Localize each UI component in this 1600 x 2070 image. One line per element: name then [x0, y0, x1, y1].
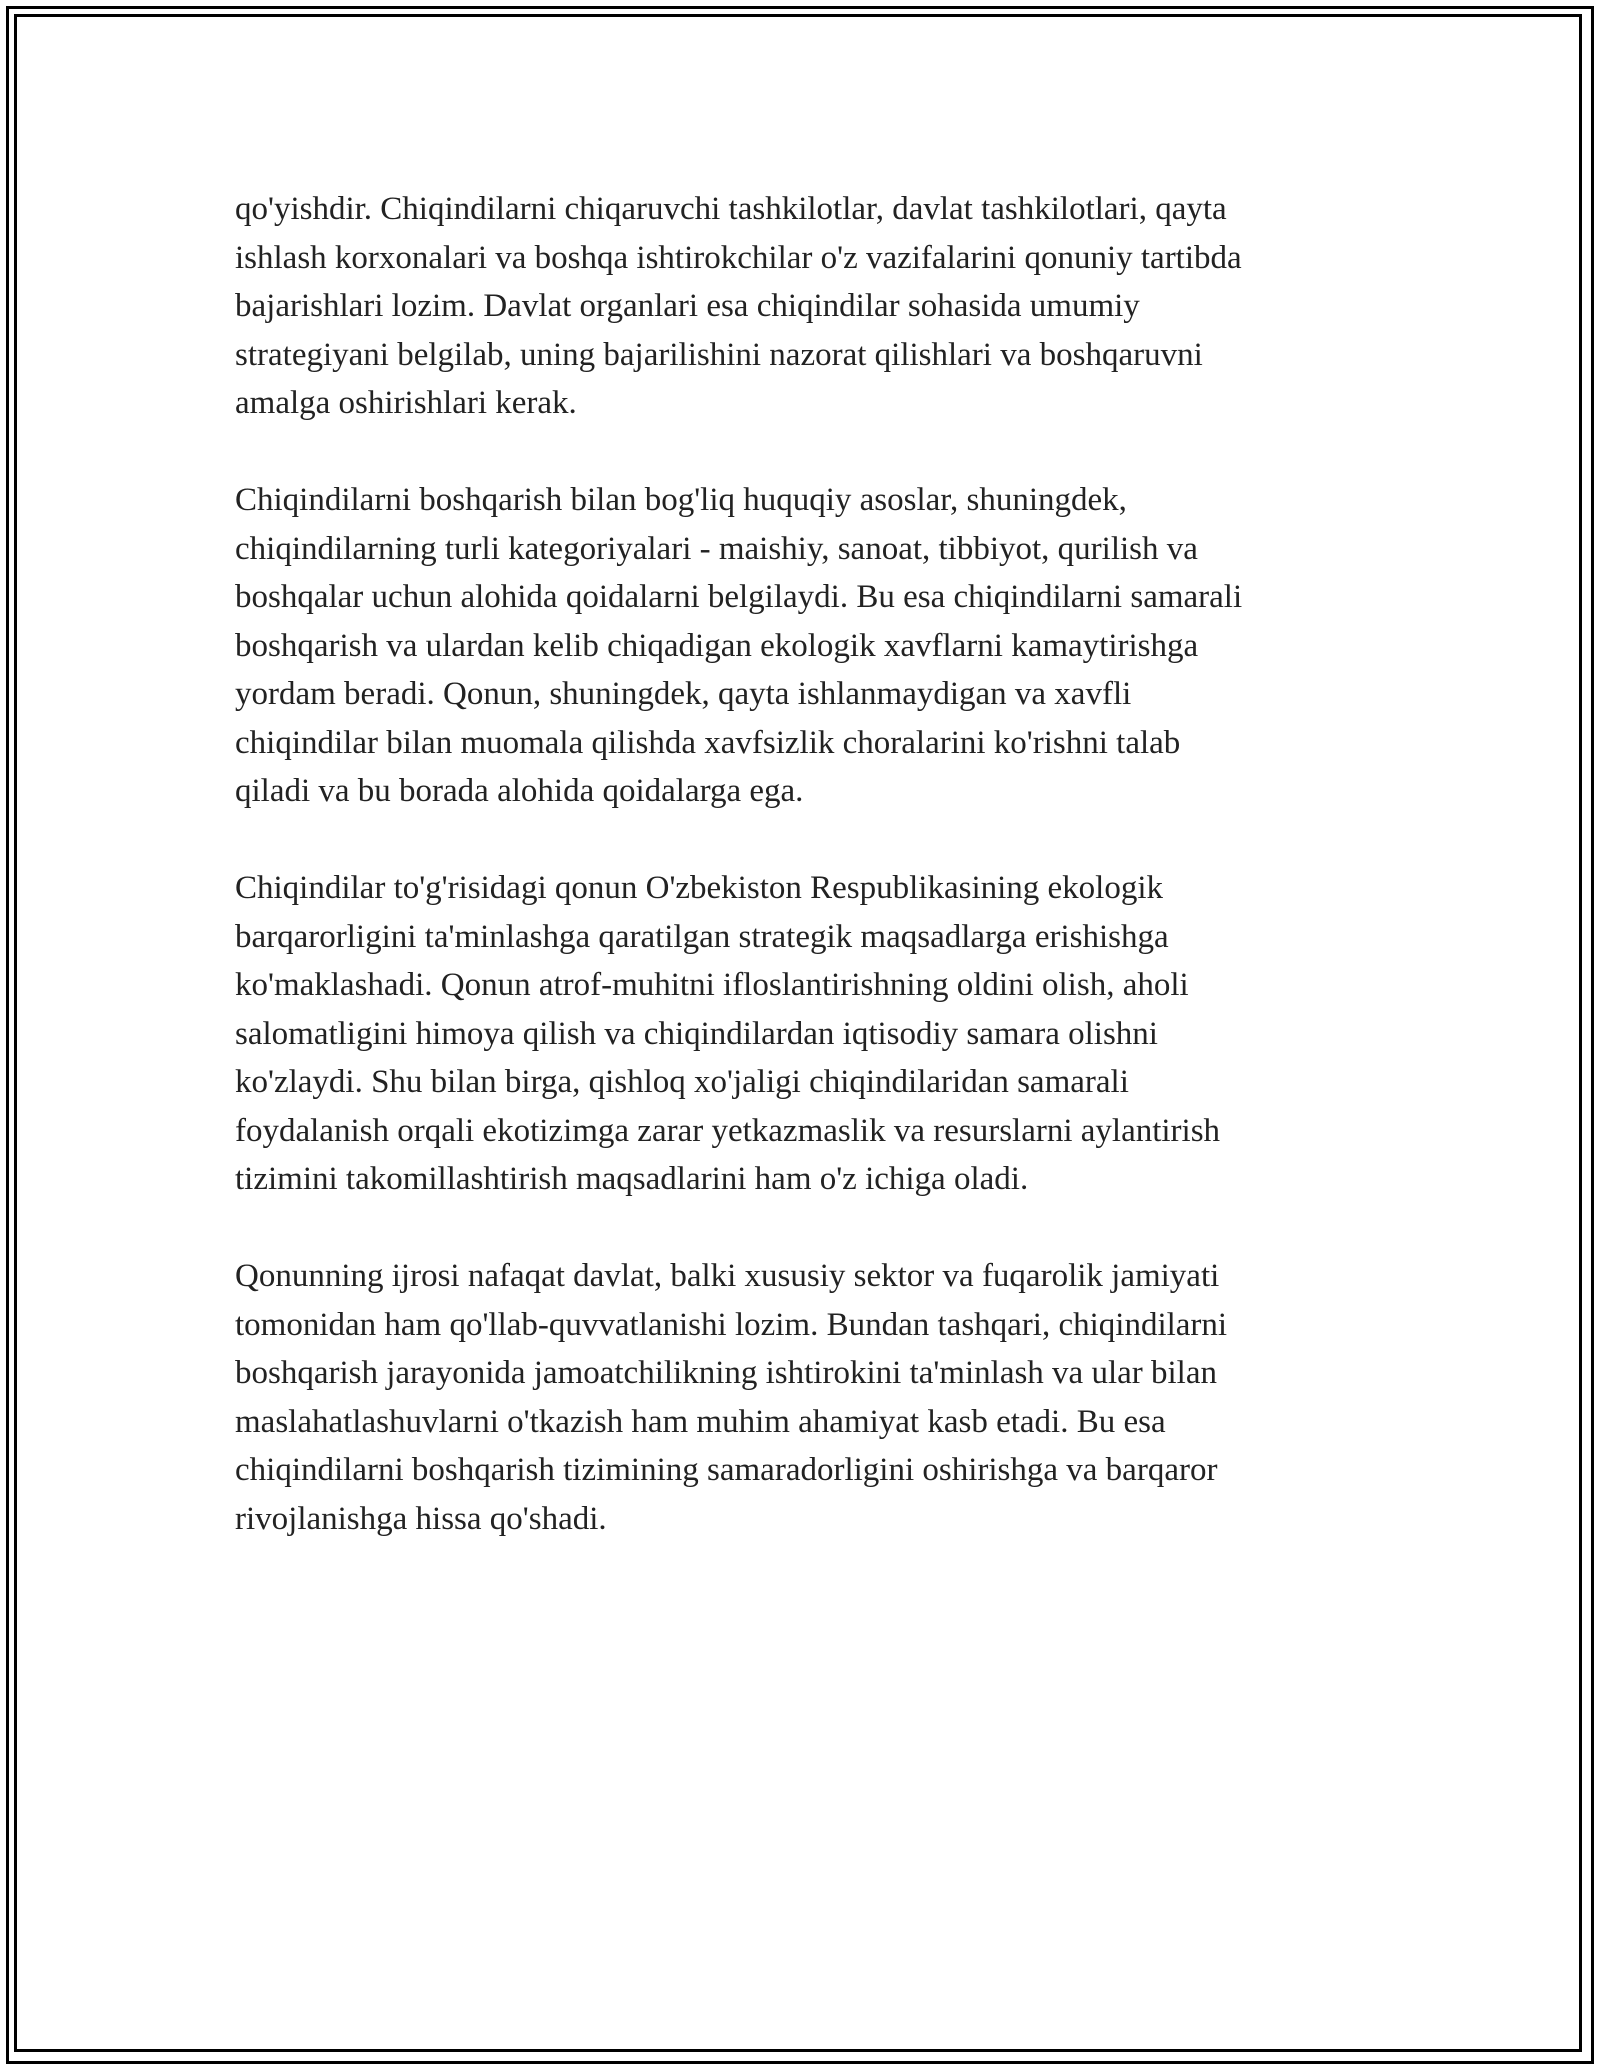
- text-line: rivojlanishga hissa qo'shadi.: [235, 1500, 607, 1537]
- text-line: Chiqindilar to'g'risidagi qonun O'zbekiston Respublikasining ekologik: [235, 870, 1164, 906]
- paragraph-1: [235, 185, 1365, 428]
- text-line: bajarishlari lozim. Davlat organlari esa chiqindilar sohasida umumiy: [235, 288, 1140, 324]
- text-line: amalga oshirishlari kerak.: [235, 385, 577, 421]
- text-line: foydalanish orqali ekotizimga zarar yetkazmaslik va resurslarni aylantirish: [235, 1112, 1221, 1149]
- text-line: chiqindilarning turli kategoriyalari - maishiy, sanoat, tibbiyot, qurilish va: [235, 530, 1198, 567]
- text-line: strategiyani belgilab, uning bajarilishini nazorat qilishlari va boshqaruvni: [235, 336, 1203, 373]
- text-line: boshqarish jarayonida jamoatchilikning ishtirokini ta'minlash va ular bilan: [235, 1355, 1217, 1391]
- text-line: barqarorligini ta'minlashga qaratilgan strategik maqsadlarga erishishga: [235, 918, 1169, 955]
- paragraph-4: [235, 1252, 1365, 1543]
- text-line: qo'yishdir. Chiqindilarni chiqaruvchi tashkilotlar, davlat tashkilotlari, qayta: [235, 191, 1227, 227]
- text-line: Chiqindilarni boshqarish bilan bog'liq huquqiy asoslar, shuningdek,: [235, 482, 1127, 518]
- text-line: tizimini takomillashtirish maqsadlarini ham o'z ichiga oladi.: [235, 1161, 1029, 1197]
- text-line: chiqindilarni boshqarish tizimining samaradorligini oshirishga va barqaror: [235, 1452, 1218, 1488]
- text-line: salomatligini himoya qilish va chiqindilardan iqtisodiy samara olishni: [235, 1015, 1158, 1052]
- text-line: Qonunning ijrosi nafaqat davlat, balki xususiy sektor va fuqarolik jamiyati: [235, 1258, 1220, 1294]
- text-line: boshqalar uchun alohida qoidalarni belgilaydi. Bu esa chiqindilarni samarali: [235, 579, 1243, 615]
- text-line: ko'zlaydi. Shu bilan birga, qishloq xo'jaligi chiqindilaridan samarali: [235, 1064, 1129, 1100]
- paragraph-3: [235, 864, 1365, 1204]
- text-line: qiladi va bu borada alohida qoidalarga ega.: [235, 773, 804, 809]
- text-line: yordam beradi. Qonun, shuningdek, qayta ishlanmaydigan va xavfli: [235, 676, 1132, 712]
- text-line: ko'maklashadi. Qonun atrof-muhitni ifloslantirishning oldini olish, aholi: [235, 967, 1189, 1003]
- text-line: chiqindilar bilan muomala qilishda xavfsizlik choralarini ko'rishni talab: [235, 724, 1181, 761]
- text-line: ishlash korxonalari va boshqa ishtirokchilar o'z vazifalarini qonuniy tartibda: [235, 239, 1242, 276]
- document-body: [235, 185, 1365, 1592]
- paragraph-2: [235, 476, 1365, 816]
- text-line: tomonidan ham qo'llab-quvvatlanishi lozim. Bundan tashqari, chiqindilarni: [235, 1306, 1228, 1343]
- text-line: boshqarish va ulardan kelib chiqadigan ekologik xavflarni kamaytirishga: [235, 627, 1199, 664]
- text-line: maslahatlashuvlarni o'tkazish ham muhim ahamiyat kasb etadi. Bu esa: [235, 1403, 1166, 1440]
